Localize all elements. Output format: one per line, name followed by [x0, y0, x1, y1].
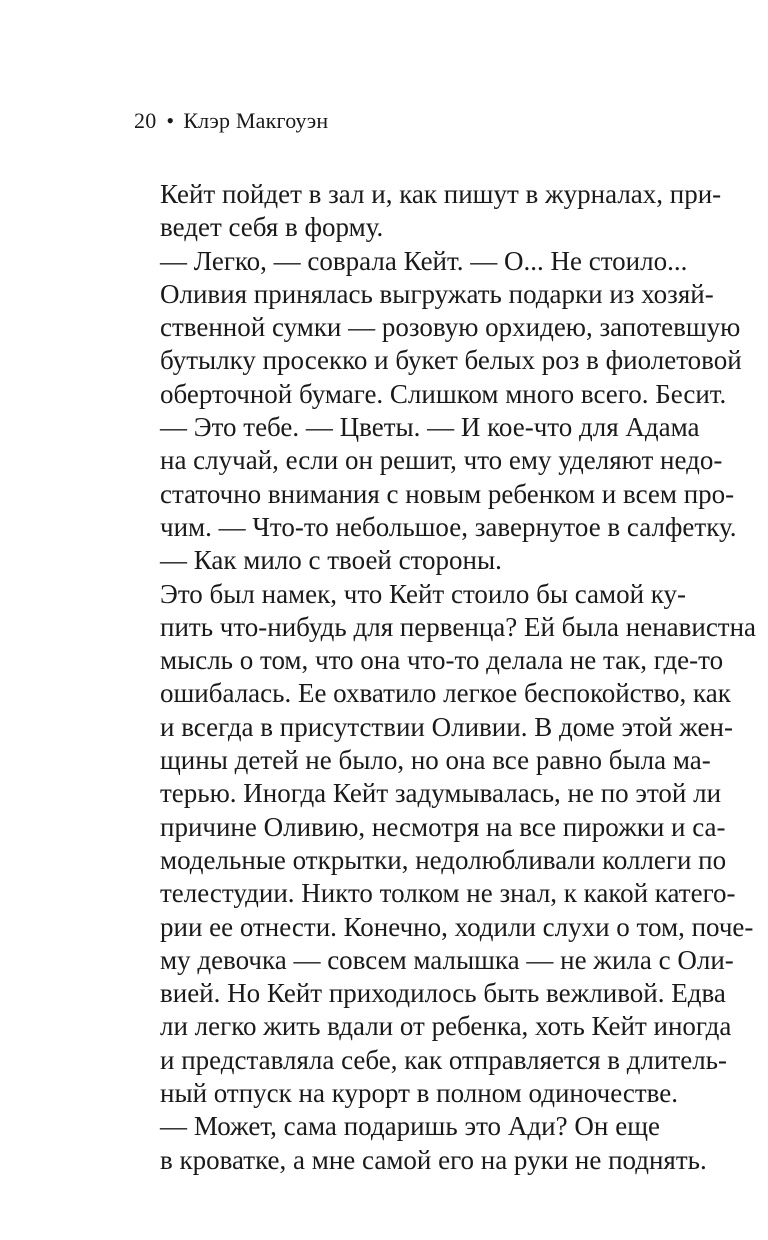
text-line: щины детей не было, но она все равно была ма- — [160, 745, 711, 776]
text-line: телестудии. Никто толком не знал, к какой катего- — [160, 878, 736, 909]
text-line: модельные открытки, недолюбливали коллеги по — [160, 844, 727, 875]
author-name: Клэр Макгоуэн — [183, 108, 329, 133]
text-line: мысль о том, что она что-то делала не так, где-то — [160, 645, 724, 676]
text-line: Это был намек, что Кейт стоило бы самой ку- — [160, 578, 687, 609]
text-line: ственной сумки — розовую орхидею, запотевшую — [160, 312, 741, 343]
text-line: и всегда в присутствии Оливии. В доме этой жен- — [160, 711, 733, 742]
text-line: Кейт пойдет в зал и, как пишут в журналах, при- — [160, 179, 722, 209]
text-line: ведет себя в форму. — [160, 212, 384, 243]
text-line: ошибалась. Ее охватило легкое беспокойство, как — [160, 678, 731, 709]
text-line: ли легко жить вдали от ребенка, хоть Кейт иногда — [160, 1011, 732, 1042]
text-line: оберточной бумаге. Слишком много всего. Бесит. — [160, 378, 727, 409]
text-line: терью. Иногда Кейт задумывалась, не по этой ли — [160, 778, 722, 809]
text-line: рии ее отнести. Конечно, ходили слухи о том, поче- — [160, 911, 754, 942]
running-head — [134, 108, 328, 134]
text-line: бутылку просекко и букет белых роз в фиолетовой — [160, 345, 742, 376]
text-line: — Как мило с твоей стороны. — [160, 545, 502, 576]
page-number: 20 — [134, 108, 157, 133]
text-line: на случай, если он решит, что ему уделяют недо- — [160, 445, 723, 476]
text-line: вией. Но Кейт приходилось быть вежливой. Едва — [160, 978, 726, 1009]
text-line: и представляла себе, как отправляется в длитель- — [160, 1044, 727, 1075]
text-line: в кроватке, а мне самой его на руки не поднять. — [160, 1144, 707, 1175]
text-line: статочно внимания с новым ребенком и всем про- — [160, 478, 735, 509]
body-text — [160, 178, 757, 1177]
text-line: — Это тебе. — Цветы. — И кое-что для Адама — [160, 412, 700, 443]
text-line: чим. — Что-то небольшое, завернутое в салфетку. — [160, 511, 737, 542]
text-line: му девочка — совсем малышка — не жила с Оли- — [160, 944, 734, 975]
text-line: Оливия принялась выгружать подарки из хозяй- — [160, 278, 714, 309]
text-line: — Может, сама подаришь это Ади? Он еще — [160, 1111, 660, 1142]
text-line: — Легко, — соврала Кейт. — О... Не стоило... — [160, 245, 688, 276]
text-line: пить что-нибудь для первенца? Ей была ненавистна — [160, 611, 757, 642]
text-line: причине Оливию, несмотря на все пирожки и са- — [160, 811, 726, 842]
separator-bullet: • — [166, 108, 175, 133]
text-line: ный отпуск на курорт в полном одиночестве. — [160, 1078, 678, 1109]
